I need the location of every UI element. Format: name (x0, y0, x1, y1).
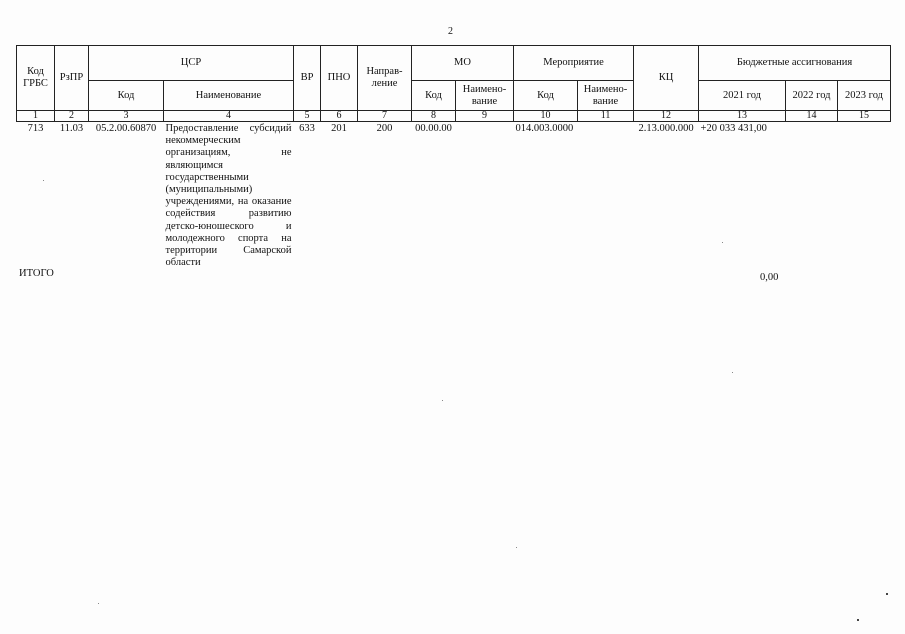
column-number: 9 (456, 111, 514, 122)
cell-2022 (786, 122, 838, 270)
header-mo-kod: Код (412, 81, 456, 111)
column-number: 6 (321, 111, 358, 122)
cell-napravlenie: 200 (376, 123, 393, 134)
header-year-2022: 2022 год (786, 81, 838, 111)
budget-table (16, 45, 891, 269)
column-number: 15 (838, 111, 891, 122)
column-number: 8 (412, 111, 456, 122)
column-number: 2 (55, 111, 89, 122)
header-pno: ПНО (321, 46, 358, 111)
cell-mo-kod: 00.00.00 (415, 123, 452, 134)
header-meropr-kod: Код (514, 81, 578, 111)
column-number: 1 (17, 111, 55, 122)
header-meropriyatie: Мероприятие (514, 46, 634, 81)
cell-grbs: 713 (27, 123, 44, 134)
cell-mo-naim (456, 122, 514, 270)
header-mo-naim: Наимено-вание (456, 81, 514, 111)
column-number: 3 (89, 111, 164, 122)
header-mo: МО (412, 46, 514, 81)
header-kc: КЦ (634, 46, 699, 111)
total-label: ИТОГО (19, 268, 54, 279)
column-number: 13 (699, 111, 786, 122)
header-budget: Бюджетные ассигнования (699, 46, 891, 81)
scan-speck (732, 372, 733, 373)
cell-csr-kod: 05.2.00.60870 (95, 123, 157, 134)
header-csr-kod: Код (89, 81, 164, 111)
column-number: 11 (578, 111, 634, 122)
scan-speck (442, 400, 443, 401)
header-year-2023: 2023 год (838, 81, 891, 111)
column-number: 5 (294, 111, 321, 122)
header-napravlenie: Направ-ление (358, 46, 412, 111)
cell-meropr-naim (578, 122, 634, 270)
scan-speck (722, 242, 723, 243)
cell-kc: 2.13.000.000 (638, 123, 694, 134)
cell-csr-naim: Предоставление субсидий некоммерческим организациям, не являющимся государственными (муниципальными) учреждениями, на оказание содействия развитию детско-юношеского и молодежного спорта на территории Самарской области (165, 123, 292, 269)
cell-meropr-kod: 014.003.0000 (515, 123, 574, 134)
scan-speck (43, 180, 44, 181)
scan-speck (98, 603, 99, 604)
scan-speck (857, 619, 859, 621)
column-number: 12 (634, 111, 699, 122)
header-vr: ВР (294, 46, 321, 111)
cell-2021: +20 033 431,00 (700, 123, 767, 134)
cell-vr: 633 (299, 123, 315, 134)
total-value: 0,00 (760, 272, 779, 283)
cell-rzpr: 11.03 (59, 123, 84, 134)
table-row (17, 122, 891, 270)
header-csr-naim: Наименование (164, 81, 294, 111)
scan-speck (516, 547, 517, 548)
header-rzpr: РзПР (55, 46, 89, 111)
column-number: 4 (164, 111, 294, 122)
column-number: 7 (358, 111, 412, 122)
cell-2023 (838, 122, 891, 270)
header-kod-grbs: Код ГРБС (17, 46, 55, 111)
column-number: 10 (514, 111, 578, 122)
scan-speck (886, 593, 888, 595)
page-number: 2 (448, 26, 453, 37)
cell-pno: 201 (331, 123, 347, 134)
header-year-2021: 2021 год (699, 81, 786, 111)
header-csr: ЦСР (89, 46, 294, 81)
header-meropr-naim: Наимено-вание (578, 81, 634, 111)
column-number: 14 (786, 111, 838, 122)
